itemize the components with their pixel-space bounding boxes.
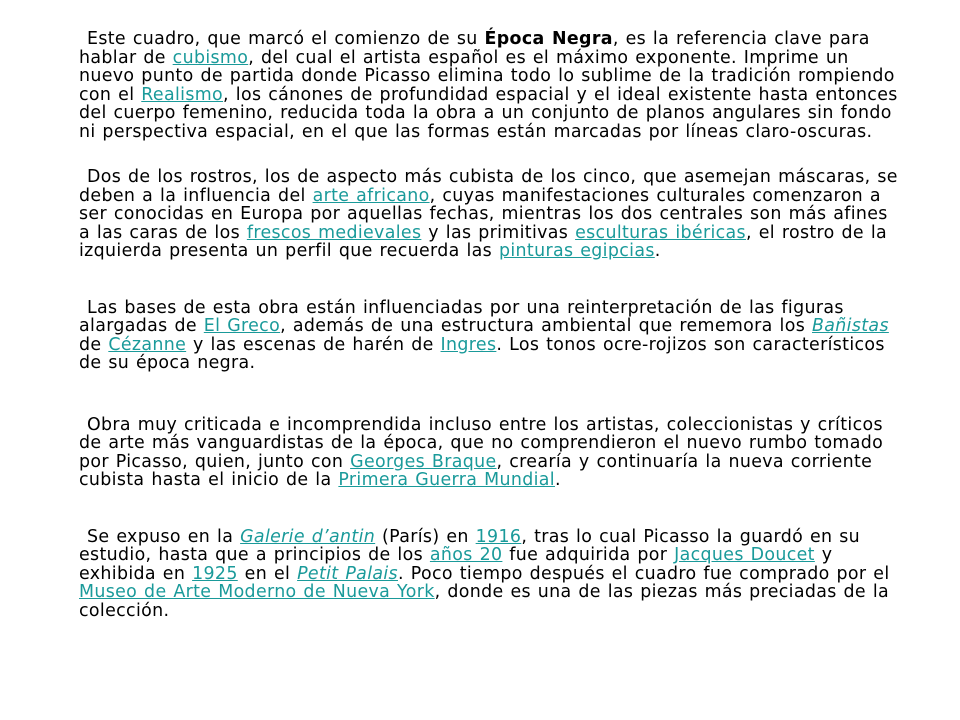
paragraph-text: Las bases de esta obra están influenciadas por una reinterpretación de las figuras alargadas de bbox=[79, 297, 844, 336]
wiki-link[interactable]: Ingres bbox=[440, 334, 497, 355]
paragraph bbox=[79, 416, 899, 490]
paragraph-text: , cuyas manifestaciones culturales comenzaron a ser conocidas en Europa por aquellas fechas, mientras los dos centrales son más afines a las caras de los bbox=[79, 185, 888, 243]
wiki-link[interactable]: arte africano bbox=[312, 185, 430, 206]
paragraph-text: de bbox=[79, 334, 109, 355]
wiki-link[interactable]: esculturas ibéricas bbox=[575, 222, 746, 243]
paragraph-text: , además de una estructura ambiental que rememora los bbox=[280, 316, 813, 336]
paragraph-text: Se expuso en la bbox=[87, 526, 241, 547]
paragraph-text: , los cánones de profundidad espacial y el ideal existente hasta entonces del cuerpo femenino, reducida toda la obra a un conjunto de planos angulares sin fondo ni perspectiva espacial, en el que las formas están marcadas por líneas claro-oscuras. bbox=[79, 84, 898, 142]
wiki-link[interactable]: Bañistas bbox=[812, 316, 889, 336]
paragraph-text: fue adquirida por bbox=[502, 545, 675, 565]
wiki-link[interactable]: Georges Braque bbox=[350, 451, 497, 472]
paragraph-text: , es la referencia clave para hablar de bbox=[79, 29, 870, 68]
paragraph-text: en el bbox=[237, 563, 298, 584]
wiki-link[interactable]: cubismo bbox=[172, 47, 249, 68]
wiki-link[interactable]: Realismo bbox=[141, 84, 224, 105]
paragraph-text: Obra muy criticada e incomprendida incluso entre los artistas, coleccionistas y críticos de arte más vanguardistas de la época, que no comprendieron el nuevo rumbo tomado por Picasso, quien, junto con bbox=[79, 414, 884, 472]
paragraph-text: , donde es una de las piezas más preciadas de la colección. bbox=[79, 582, 890, 621]
paragraph-text: (París) en bbox=[375, 526, 476, 547]
bold-text: Época Negra bbox=[484, 29, 613, 49]
wiki-link[interactable]: Cézanne bbox=[108, 334, 187, 355]
paragraph-text: y exhibida en bbox=[79, 545, 833, 584]
paragraph-text: Este cuadro, que marcó el comienzo de su bbox=[87, 29, 485, 49]
paragraph-text: , el rostro de la izquierda presenta un perfil que recuerda las bbox=[79, 222, 888, 261]
paragraph-text: , tras lo cual Picasso la guardó en su estudio, hasta que a principios de los bbox=[79, 526, 861, 565]
wiki-link[interactable]: Galerie d’antin bbox=[240, 526, 376, 547]
wiki-link[interactable]: Museo de Arte Moderno de Nueva York bbox=[79, 582, 435, 602]
paragraph bbox=[79, 528, 899, 621]
wiki-link[interactable]: frescos medievales bbox=[246, 222, 422, 243]
paragraph-text: y las primitivas bbox=[421, 222, 576, 243]
wiki-link[interactable]: Jacques Doucet bbox=[674, 545, 815, 565]
paragraph-text: . bbox=[554, 470, 561, 490]
wiki-link[interactable]: Primera Guerra Mundial bbox=[338, 470, 555, 490]
wiki-link[interactable]: pinturas egipcias bbox=[498, 241, 655, 261]
wiki-link[interactable]: 1916 bbox=[475, 526, 522, 547]
paragraph bbox=[79, 168, 899, 261]
wiki-link[interactable]: años 20 bbox=[429, 545, 503, 565]
paragraph-text: , del cual el artista español es el máximo exponente. Imprime un nuevo punto de partida donde Picasso elimina todo lo sublime de la tradición rompiendo con el bbox=[79, 47, 895, 105]
paragraph-text: . Los tonos ocre-rojizos son característicos de su época negra. bbox=[79, 334, 885, 373]
paragraph bbox=[79, 299, 899, 373]
wiki-link[interactable]: Petit Palais bbox=[297, 563, 398, 584]
paragraph-text: y las escenas de harén de bbox=[186, 334, 441, 355]
paragraph bbox=[79, 30, 899, 141]
wiki-link[interactable]: 1925 bbox=[192, 563, 238, 584]
paragraph-text: . Poco tiempo después el cuadro fue comprado por el bbox=[397, 563, 890, 584]
wiki-link[interactable]: El Greco bbox=[203, 316, 281, 336]
paragraph-text: . bbox=[654, 241, 661, 261]
document-body bbox=[79, 30, 899, 620]
paragraph-text: Dos de los rostros, los de aspecto más cubista de los cinco, que asemejan máscaras, se deben a la influencia del bbox=[79, 167, 898, 206]
paragraph-text: , crearía y continuaría la nueva corriente cubista hasta el inicio de la bbox=[79, 451, 873, 490]
